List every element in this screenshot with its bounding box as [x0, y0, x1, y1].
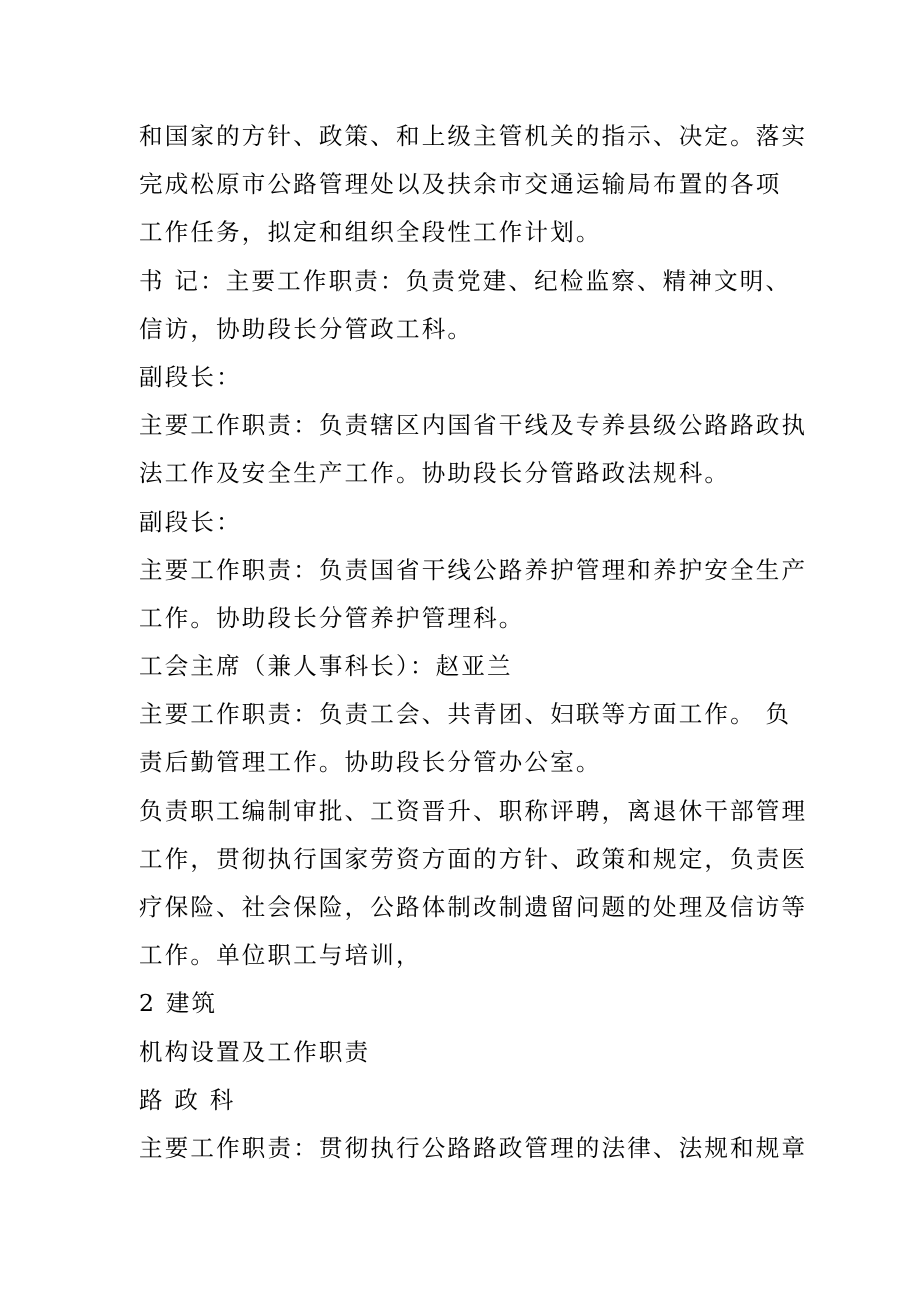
section-heading: 路 政 科: [139, 1085, 236, 1114]
text-line: 信访，协助段长分管政工科。: [139, 314, 474, 343]
document-body: [139, 112, 808, 1172]
text-line: 主要工作职责：负责辖区内国省干线及专养县级公路路政执: [139, 411, 808, 440]
text-line: 工作，贯彻执行国家劳资方面的方针、政策和规定，负责医: [139, 844, 808, 873]
text-line: 完成松原市公路管理处以及扶余市交通运输局布置的各项: [139, 170, 782, 199]
text-line: 疗保险、社会保险，公路体制改制遗留问题的处理及信访等: [139, 893, 808, 921]
text-line: 书 记：主要工作职责：负责党建、纪检监察、精神文明、: [139, 266, 792, 295]
section-heading: 2 建筑: [139, 989, 218, 1018]
text-line: 工作任务，拟定和组织全段性工作计划。: [139, 218, 602, 247]
text-line: 主要工作职责：贯彻执行公路路政管理的法律、法规和规章: [139, 1133, 808, 1162]
section-heading: 副段长：: [139, 362, 242, 391]
text-line: 负责职工编制审批、工资晋升、职称评聘，离退休干部管理: [139, 796, 808, 825]
text-line: 工作。协助段长分管养护管理科。: [139, 603, 525, 632]
text-line: 和国家的方针、政策、和上级主管机关的指示、决定。落实: [139, 122, 808, 150]
text-line: 责后勤管理工作。协助段长分管办公室。: [139, 748, 602, 777]
text-line: 法工作及安全生产工作。协助段长分管路政法规科。: [139, 459, 731, 488]
text-line: 主要工作职责：负责国省干线公路养护管理和养护安全生产: [139, 555, 808, 584]
section-heading: 机构设置及工作职责: [139, 1037, 371, 1066]
section-heading: 工会主席（兼人事科长）：赵亚兰: [139, 652, 513, 681]
section-heading: 副段长：: [139, 507, 242, 536]
text-line: 工作。单位职工与培训，: [139, 941, 422, 970]
text-line: 主要工作职责：负责工会、共青团、妇联等方面工作。 负: [139, 700, 792, 729]
